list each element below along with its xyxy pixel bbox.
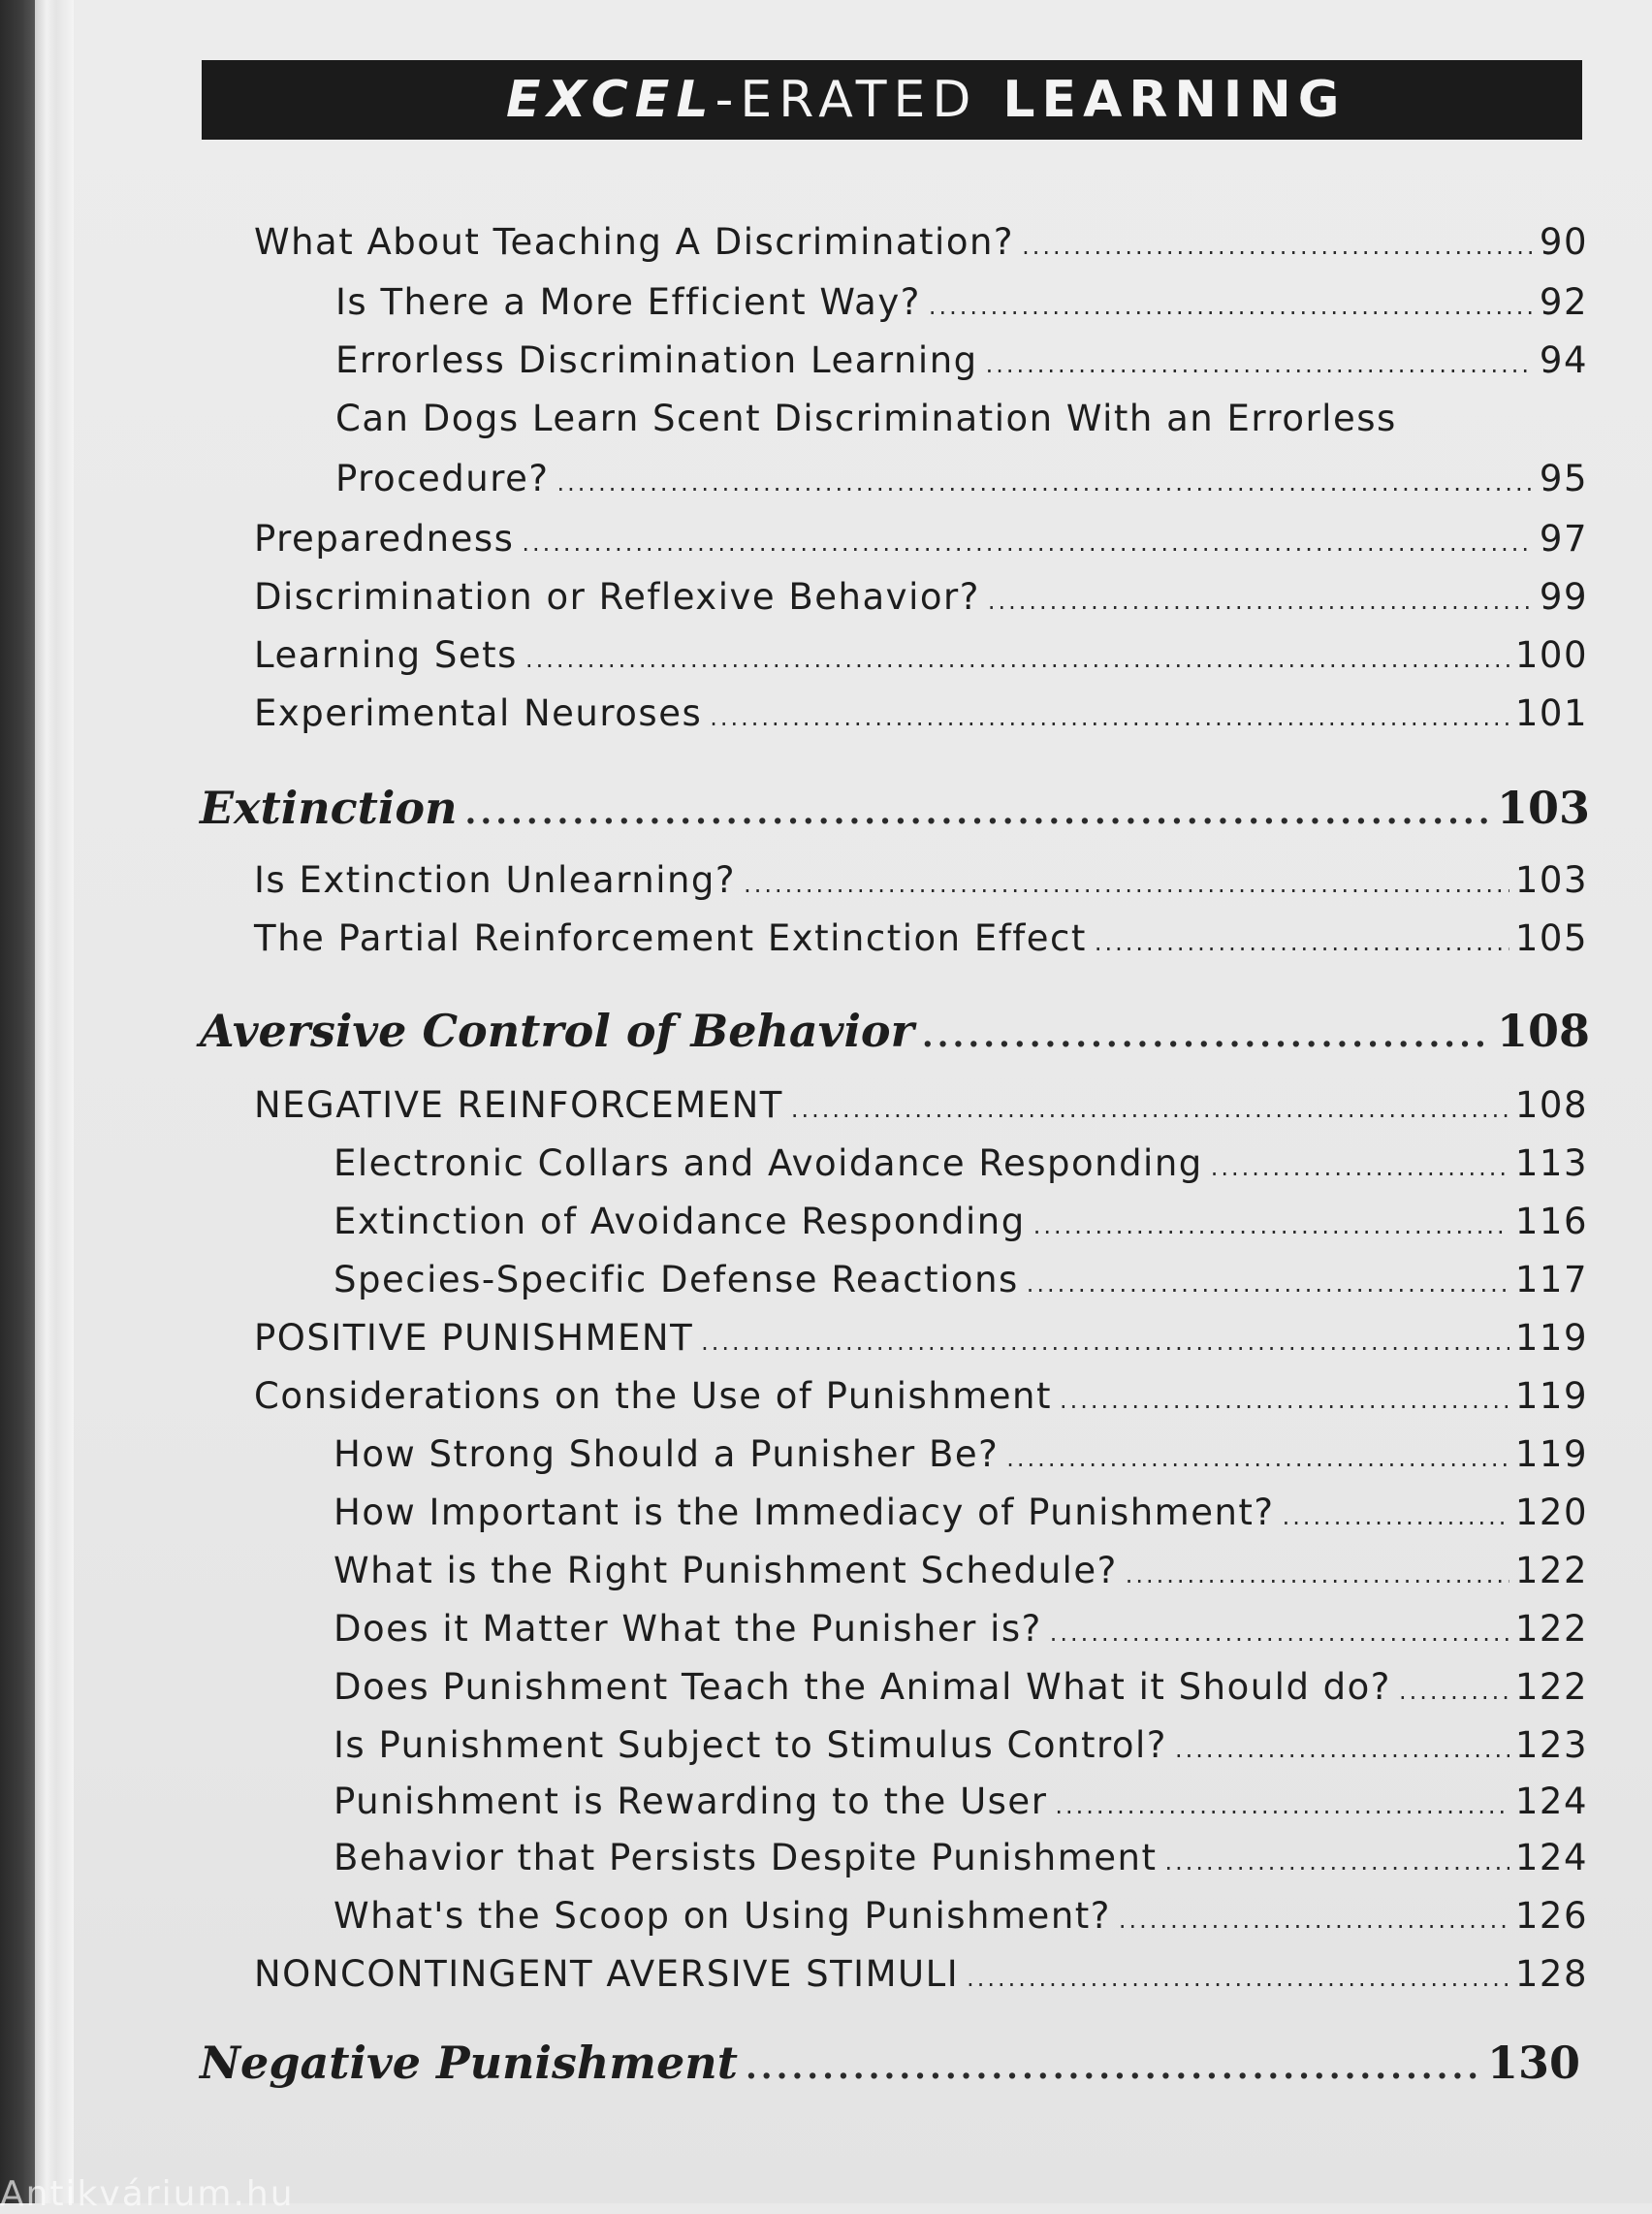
toc-leader-dots	[1055, 1792, 1509, 1819]
running-header	[202, 60, 1582, 140]
toc-entry-label: Behavior that Persists Despite Punishment	[334, 1837, 1158, 1878]
toc-chapter-label: Negative Punishment	[200, 2037, 738, 2089]
toc-entry	[254, 634, 1588, 676]
toc-page-number: 97	[1539, 518, 1588, 560]
toc-leader-dots	[525, 646, 1509, 673]
toc-page-number: 124	[1514, 1781, 1588, 1822]
toc-entry	[254, 576, 1588, 618]
toc-page-number: 126	[1514, 1895, 1588, 1937]
toc-page-number: 90	[1539, 221, 1588, 263]
toc-entry	[254, 1084, 1588, 1126]
toc-leader-dots	[701, 1329, 1509, 1356]
toc-chapter	[200, 2037, 1580, 2089]
page-gutter	[35, 0, 74, 2203]
toc-entry	[335, 339, 1588, 381]
toc-leader-dots	[988, 588, 1534, 615]
toc-leader-dots	[929, 293, 1534, 320]
toc-chapter	[200, 782, 1590, 834]
toc-page-number: 117	[1514, 1259, 1588, 1300]
toc-leader-dots	[922, 1016, 1491, 1055]
toc-entry	[334, 1837, 1588, 1878]
toc-entry-label: Is There a More Efficient Way?	[335, 281, 921, 323]
toc-page-number: 128	[1514, 1953, 1588, 1995]
toc-leader-dots	[746, 2048, 1481, 2087]
toc-entry	[334, 1142, 1588, 1184]
toc-page-number: 119	[1514, 1433, 1588, 1475]
book-spine	[0, 0, 35, 2203]
toc-entry-label: Does Punishment Teach the Animal What it Should do?	[334, 1666, 1391, 1708]
toc-entry-label: How Strong Should a Punisher Be?	[334, 1433, 1000, 1475]
toc-entry-label: Considerations on the Use of Punishment	[254, 1375, 1052, 1417]
toc-entry	[335, 281, 1588, 323]
toc-entry	[335, 458, 1588, 499]
toc-entry	[334, 1550, 1588, 1591]
toc-page-number: 122	[1514, 1550, 1588, 1591]
toc-page-number: 113	[1514, 1142, 1588, 1184]
toc-chapter-label: Aversive Control of Behavior	[200, 1005, 914, 1057]
header-learning: LEARNING	[1002, 71, 1347, 129]
toc-page-number: 101	[1514, 692, 1588, 734]
toc-entry-label: Preparedness	[254, 518, 515, 560]
toc-entry	[254, 692, 1588, 734]
toc-leader-dots	[1033, 1212, 1509, 1239]
toc-entry	[254, 1317, 1588, 1359]
toc-entry-label: Experimental Neuroses	[254, 692, 703, 734]
toc-entry-label: How Important is the Immediacy of Punishment?	[334, 1492, 1275, 1533]
toc-entry	[334, 1895, 1588, 1937]
toc-entry-label-line1: Can Dogs Learn Scent Discrimination With an Errorless	[335, 398, 1397, 439]
header-excel: EXCEL	[506, 71, 715, 129]
toc-leader-dots	[557, 469, 1534, 497]
toc-leader-dots	[1027, 1270, 1509, 1298]
toc-entry	[334, 1781, 1588, 1822]
toc-chapter-label: Extinction	[200, 782, 458, 834]
toc-entry	[334, 1724, 1588, 1766]
toc-leader-dots	[1175, 1736, 1509, 1763]
toc-entry-label: What About Teaching A Discrimination?	[254, 221, 1015, 263]
toc-page-number: 108	[1496, 1005, 1590, 1057]
toc-leader-dots	[1095, 929, 1509, 956]
toc-page-number: 130	[1486, 2037, 1580, 2089]
toc-entry-label: The Partial Reinforcement Extinction Effect	[254, 917, 1087, 959]
toc-entry	[334, 1608, 1588, 1650]
toc-page-number: 100	[1514, 634, 1588, 676]
toc-leader-dots	[967, 1965, 1509, 1992]
toc-leader-dots	[791, 1096, 1509, 1123]
toc-entry	[334, 1666, 1588, 1708]
toc-entry	[254, 221, 1588, 263]
toc-entry-label: What's the Scoop on Using Punishment?	[334, 1895, 1111, 1937]
toc-leader-dots	[1126, 1561, 1509, 1588]
toc-entry-label: Learning Sets	[254, 634, 518, 676]
toc-entry	[334, 1492, 1588, 1533]
toc-entry	[334, 1259, 1588, 1300]
toc-entry	[254, 1375, 1588, 1417]
toc-leader-dots	[1283, 1503, 1509, 1530]
toc-entry-label: NONCONTINGENT AVERSIVE STIMULI	[254, 1953, 960, 1995]
header-erated: -ERATED	[715, 71, 978, 129]
toc-page-number: 105	[1514, 917, 1588, 959]
toc-leader-dots	[1060, 1387, 1509, 1414]
toc-chapter	[200, 1005, 1590, 1057]
toc-page-number: 119	[1514, 1375, 1588, 1417]
watermark: Antikvárium.hu	[0, 2174, 295, 2214]
toc-page-number: 116	[1514, 1201, 1588, 1242]
toc-leader-dots	[1211, 1154, 1509, 1181]
toc-entry-label: POSITIVE PUNISHMENT	[254, 1317, 694, 1359]
toc-page-number: 108	[1514, 1084, 1588, 1126]
toc-leader-dots	[465, 793, 1491, 832]
toc-entry-label: Procedure?	[335, 458, 550, 499]
toc-page-number: 94	[1539, 339, 1588, 381]
toc-leader-dots	[1050, 1620, 1509, 1647]
toc-entry	[334, 1433, 1588, 1475]
toc-entry-label: Species-Specific Defense Reactions	[334, 1259, 1019, 1300]
toc-entry-label: Discrimination or Reflexive Behavior?	[254, 576, 980, 618]
toc-page-number: 123	[1514, 1724, 1588, 1766]
toc-entry-label: NEGATIVE REINFORCEMENT	[254, 1084, 783, 1126]
toc-page-number: 119	[1514, 1317, 1588, 1359]
toc-entry-label: Is Extinction Unlearning?	[254, 859, 737, 901]
toc-page-number: 122	[1514, 1608, 1588, 1650]
toc-leader-dots	[986, 351, 1534, 378]
toc-entry-label: Punishment is Rewarding to the User	[334, 1781, 1048, 1822]
toc-leader-dots	[522, 529, 1534, 557]
toc-entry-label: Errorless Discrimination Learning	[335, 339, 978, 381]
toc-leader-dots	[710, 704, 1509, 731]
toc-leader-dots	[1164, 1848, 1509, 1876]
toc-page-number: 124	[1514, 1837, 1588, 1878]
toc-leader-dots	[744, 871, 1509, 898]
toc-entry-label: Electronic Collars and Avoidance Responding	[334, 1142, 1203, 1184]
toc-page-number: 122	[1514, 1666, 1588, 1708]
toc-page-number: 103	[1514, 859, 1588, 901]
toc-entry-label: Is Punishment Subject to Stimulus Control?	[334, 1724, 1167, 1766]
toc-page-number: 95	[1539, 458, 1588, 499]
toc-entry-label: Does it Matter What the Punisher is?	[334, 1608, 1042, 1650]
toc-leader-dots	[1006, 1445, 1509, 1472]
toc-entry	[254, 1953, 1588, 1995]
toc-entry	[254, 917, 1588, 959]
toc-leader-dots	[1399, 1678, 1509, 1705]
toc-page-number: 120	[1514, 1492, 1588, 1533]
toc-page-number: 99	[1539, 576, 1588, 618]
toc-entry	[334, 1201, 1588, 1242]
toc-entry-label: Extinction of Avoidance Responding	[334, 1201, 1026, 1242]
toc-leader-dots	[1119, 1907, 1509, 1934]
toc-leader-dots	[1022, 233, 1534, 260]
toc-entry	[254, 518, 1588, 560]
toc-page-number: 103	[1496, 782, 1590, 834]
toc-entry-label: What is the Right Punishment Schedule?	[334, 1550, 1118, 1591]
toc-entry	[254, 859, 1588, 901]
toc-page-number: 92	[1539, 281, 1588, 323]
